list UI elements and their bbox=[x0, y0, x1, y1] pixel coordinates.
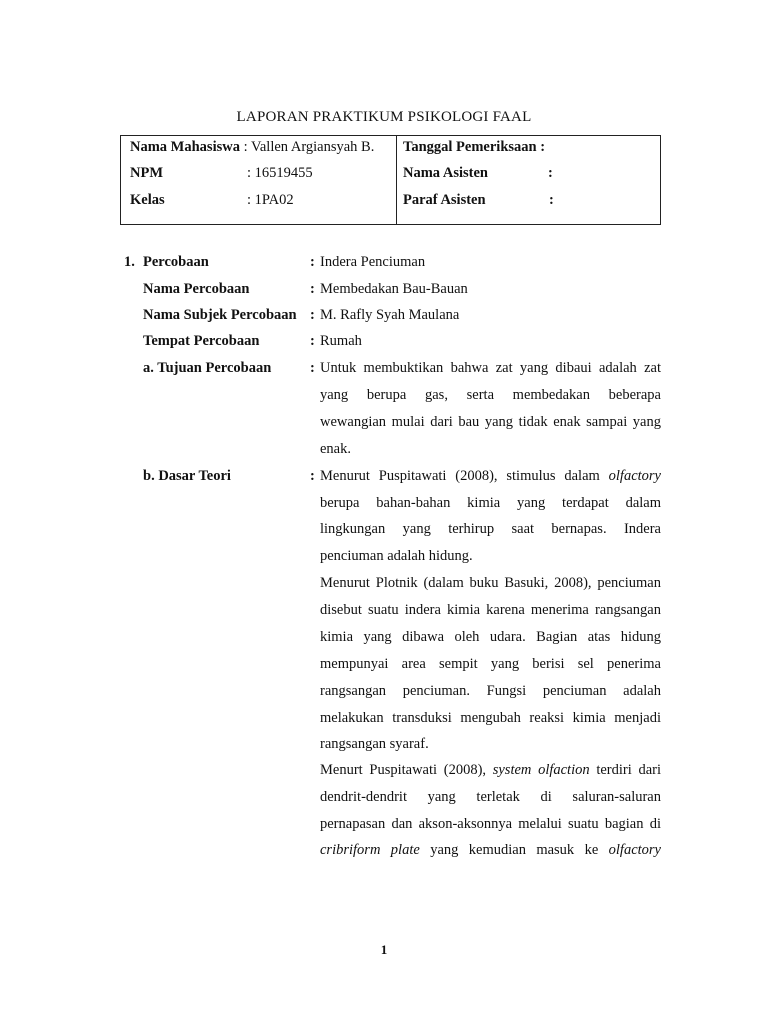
nama-asisten-label: Nama Asisten bbox=[403, 165, 488, 181]
teori-line bbox=[320, 840, 661, 860]
teori-line: penciuman adalah hidung. bbox=[320, 548, 473, 564]
nama-asisten-colon: : bbox=[548, 165, 553, 181]
teori-line: disebut suatu indera kimia karena menerima rangsangan bbox=[320, 602, 661, 618]
info-row-npm bbox=[130, 163, 390, 183]
colon: : bbox=[310, 333, 315, 349]
npm-value: : 16519455 bbox=[247, 165, 313, 181]
report-title: LAPORAN PRAKTIKUM PSIKOLOGI FAAL bbox=[236, 109, 532, 125]
info-row-asisten bbox=[403, 163, 653, 183]
teori-line: kimia yang dibawa oleh udara. Bagian atas hidung bbox=[320, 629, 661, 645]
tempat-label: Tempat Percobaan bbox=[143, 333, 260, 349]
tempat-value: Rumah bbox=[320, 333, 362, 349]
teori-italic-term: system olfaction bbox=[492, 762, 590, 778]
teori-line bbox=[320, 466, 661, 486]
teori-text: terdiri dari bbox=[589, 762, 661, 778]
teori-italic-term: olfactory bbox=[608, 842, 661, 858]
kelas-value: : 1PA02 bbox=[247, 192, 294, 208]
tujuan-line: wewangian mulai dari bau yang tidak enak sampai yang bbox=[320, 414, 661, 430]
kelas-label: Kelas bbox=[130, 192, 165, 208]
section-number: 1. bbox=[124, 254, 135, 270]
info-row-kelas bbox=[130, 190, 390, 210]
teori-line: Menurut Plotnik (dalam buku Basuki, 2008), penciuman bbox=[320, 575, 661, 591]
tujuan-line: Untuk membuktikan bahwa zat yang dibaui adalah zat bbox=[320, 360, 661, 376]
colon: : bbox=[310, 307, 315, 323]
percobaan-value: Indera Penciuman bbox=[320, 254, 426, 270]
nama-percobaan-value: Membedakan Bau-Bauan bbox=[320, 281, 468, 297]
student-info-box bbox=[120, 135, 661, 225]
teori-line: mempunyai area sempit yang berisi sel penerima bbox=[320, 656, 661, 672]
nama-mahasiswa-label: Nama Mahasiswa bbox=[130, 139, 240, 155]
teori-line: pernapasan dan akson-aksonnya melalui suatu bagian di bbox=[320, 816, 661, 832]
tujuan-line: yang berupa gas, serta membedakan beberapa bbox=[320, 387, 661, 403]
teori-line: rangsangan syaraf. bbox=[320, 736, 429, 752]
nama-mahasiswa-value: : Vallen Argiansyah B. bbox=[243, 139, 375, 155]
colon: : bbox=[310, 468, 315, 484]
info-box-divider bbox=[396, 136, 397, 225]
paraf-asisten-colon: : bbox=[549, 192, 554, 208]
teori-text: Menurt Puspitawati (2008), bbox=[320, 762, 493, 778]
teori-line: lingkungan yang terhirup saat bernapas. Indera bbox=[320, 521, 661, 537]
teori-text: yang kemudian masuk ke bbox=[419, 842, 609, 858]
subjek-value: M. Rafly Syah Maulana bbox=[320, 307, 460, 323]
colon: : bbox=[310, 360, 315, 376]
subjek-label: Nama Subjek Percobaan bbox=[143, 307, 297, 323]
colon: : bbox=[310, 281, 315, 297]
tanggal-pemeriksaan-label: Tanggal Pemeriksaan : bbox=[403, 139, 546, 155]
info-row-nama bbox=[130, 137, 374, 157]
info-row-paraf bbox=[403, 190, 653, 210]
percobaan-label: Percobaan bbox=[143, 254, 209, 270]
nama-percobaan-label: Nama Percobaan bbox=[143, 281, 250, 297]
teori-line bbox=[320, 760, 661, 780]
npm-label: NPM bbox=[130, 165, 164, 181]
paraf-asisten-label: Paraf Asisten bbox=[403, 192, 486, 208]
teori-line: rangsangan penciuman. Fungsi penciuman adalah bbox=[320, 683, 661, 699]
teori-italic-term: cribriform plate bbox=[320, 842, 420, 858]
teori-italic-term: olfactory bbox=[608, 468, 661, 484]
dasar-teori-label: b. Dasar Teori bbox=[143, 468, 231, 484]
tujuan-label: a. Tujuan Percobaan bbox=[143, 360, 272, 376]
page-number: 1 bbox=[380, 942, 388, 957]
colon: : bbox=[310, 254, 315, 270]
tujuan-line: enak. bbox=[320, 441, 351, 457]
teori-line: dendrit-dendrit yang terletak di saluran-saluran bbox=[320, 789, 661, 805]
teori-line: melakukan transduksi mengubah reaksi kimia menjadi bbox=[320, 710, 661, 726]
teori-line: berupa bahan-bahan kimia yang terdapat dalam bbox=[320, 495, 661, 511]
teori-text: Menurut Puspitawati (2008), stimulus dalam bbox=[320, 468, 609, 484]
